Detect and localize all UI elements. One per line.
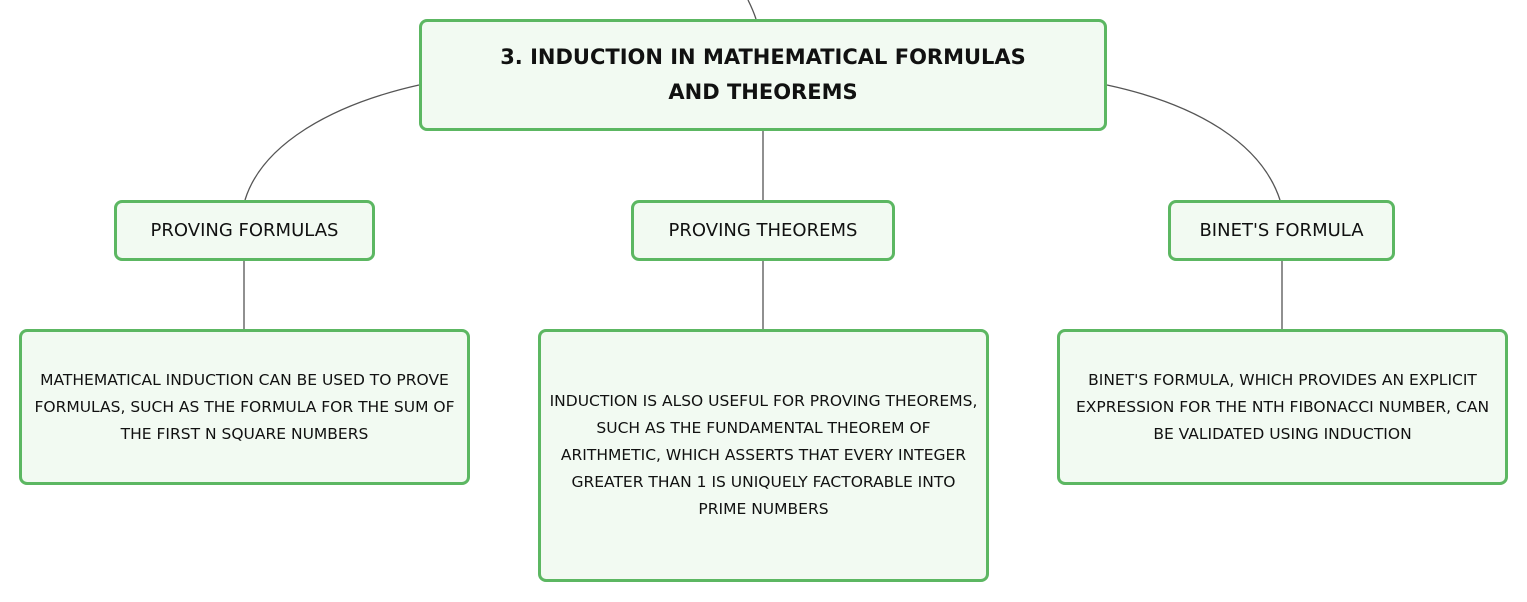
topic-label-proving-formulas: PROVING FORMULAS [150,220,339,241]
connector-root-to-binets-formula [1107,85,1280,200]
topic-label-proving-theorems: PROVING THEOREMS [668,220,858,241]
topic-label-binets-formula: BINET'S FORMULA [1199,220,1364,241]
connector-root-to-proving-formulas [245,85,419,200]
root-node-title: 3. INDUCTION IN MATHEMATICAL FORMULAS AND THEOREMS [500,45,1026,104]
root-node[interactable] [419,19,1107,131]
topic-node-proving-theorems[interactable] [631,200,895,261]
detail-node-proving-formulas[interactable] [19,329,470,485]
detail-text-proving-theorems: INDUCTION IS ALSO USEFUL FOR PROVING THEOREMS, SUCH AS THE FUNDAMENTAL THEOREM OF ARITHMETIC, WHICH ASSERTS THAT EVERY INTEGER GREATER THAN 1 IS UNIQUELY FACTORABLE INTO PRIME NUMBERS [549,392,978,518]
connector-parent-to-root [748,0,756,19]
topic-node-binets-formula[interactable] [1168,200,1395,261]
topic-node-proving-formulas[interactable] [114,200,375,261]
detail-text-proving-formulas: MATHEMATICAL INDUCTION CAN BE USED TO PROVE FORMULAS, SUCH AS THE FORMULA FOR THE SUM OF THE FIRST N SQUARE NUMBERS [34,370,455,443]
detail-node-proving-theorems[interactable] [538,329,989,582]
detail-text-binets-formula: BINET'S FORMULA, WHICH PROVIDES AN EXPLICIT EXPRESSION FOR THE NTH FIBONACCI NUMBER, CAN BE VALIDATED USING INDUCTION [1075,370,1490,443]
detail-node-binets-formula[interactable] [1057,329,1508,485]
